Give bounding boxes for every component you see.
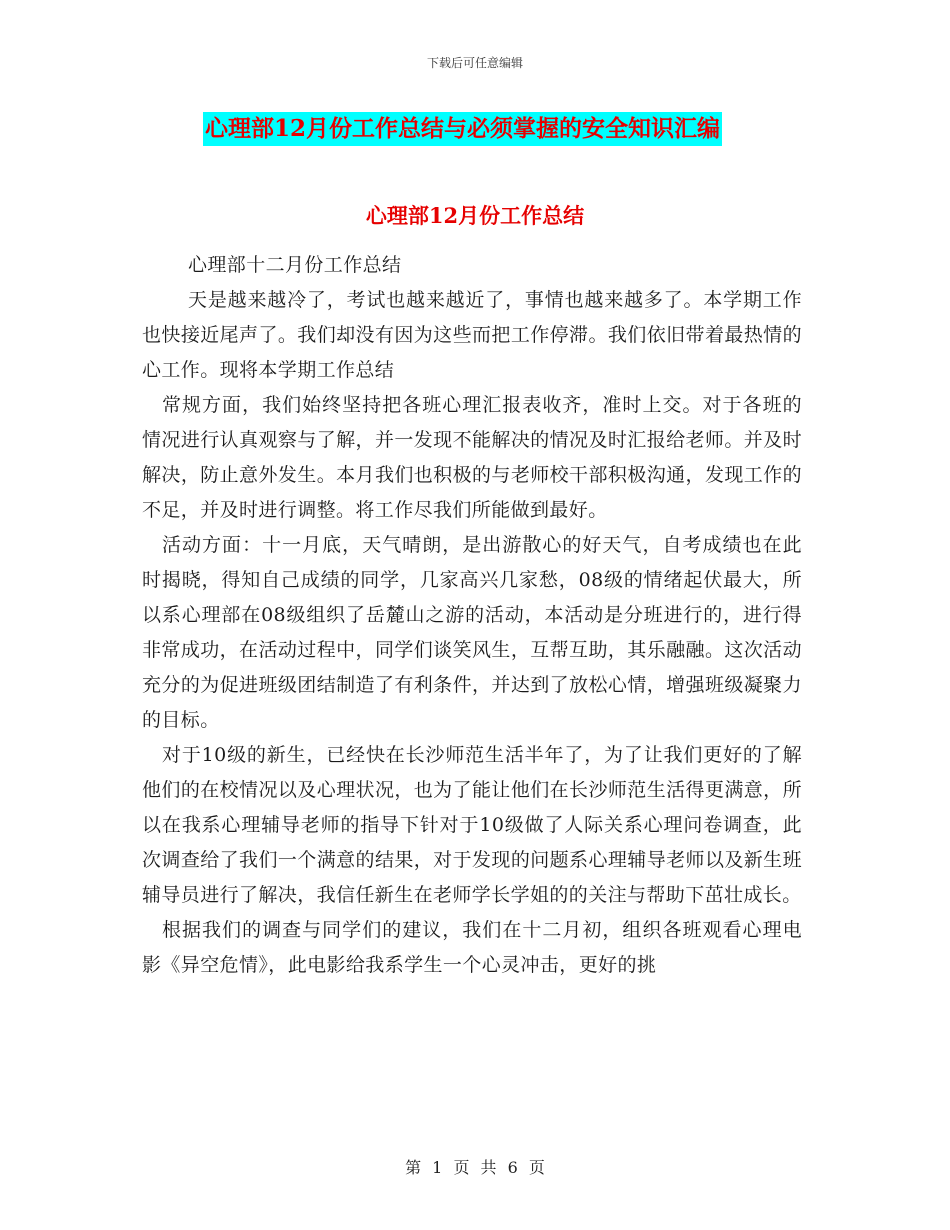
paragraph-subtitle: 心理部十二月份工作总结 [188,254,402,276]
document-title: 心理部12月份工作总结与必须掌握的安全知识汇编 [203,112,722,146]
page-footer: 第 1 页 共 6 页 [405,1158,545,1177]
paragraph-movie: 根据我们的调查与同学们的建议，我们在十二月初，组织各班观看心理电影《异空危情》，此电影给我系学生一个心灵冲击，更好的挑 [142,919,802,976]
document-body [142,248,802,983]
page-header-note: 下载后可任意编辑 [426,56,523,70]
paragraph-activities: 活动方面：十一月底，天气晴朗，是出游散心的好天气，自考成绩也在此时揭晓，得知自己成绩的同学，几家高兴几家愁，08级的情绪起伏最大，所以系心理部在08级组织了岳麓山之游的活动，本活动是分班进行的，进行得非常成功，在活动过程中，同学们谈笑风生，互帮互助，其乐融融。这次活动充分的为促进班级团结制造了有利条件，并达到了放松心情，增强班级凝聚力的目标。 [142,534,802,731]
paragraph-freshmen-survey: 对于10级的新生，已经快在长沙师范生活半年了，为了让我们更好的了解他们的在校情况以及心理状况，也为了能让他们在长沙师范生活得更满意，所以在我系心理辅导老师的指导下针对于10级做了人际关系心理问卷调查，此次调查给了我们一个满意的结果，对于发现的问题系心理辅导老师以及新生班辅导员进行了解决，我信任新生在老师学长学姐的的关注与帮助下茁壮成长。 [142,744,802,906]
section-title: 心理部12月份工作总结 [365,203,585,228]
paragraph-routine: 常规方面，我们始终坚持把各班心理汇报表收齐，准时上交。对于各班的情况进行认真观察与了解，并一发现不能解决的情况及时汇报给老师。并及时解决，防止意外发生。本月我们也积极的与老师校干部积极沟通，发现工作的不足，并及时进行调整。将工作尽我们所能做到最好。 [142,394,802,521]
paragraph-intro: 天是越来越冷了，考试也越来越近了，事情也越来越多了。本学期工作也快接近尾声了。我们却没有因为这些而把工作停滞。我们依旧带着最热情的心工作。现将本学期工作总结 [142,289,802,381]
